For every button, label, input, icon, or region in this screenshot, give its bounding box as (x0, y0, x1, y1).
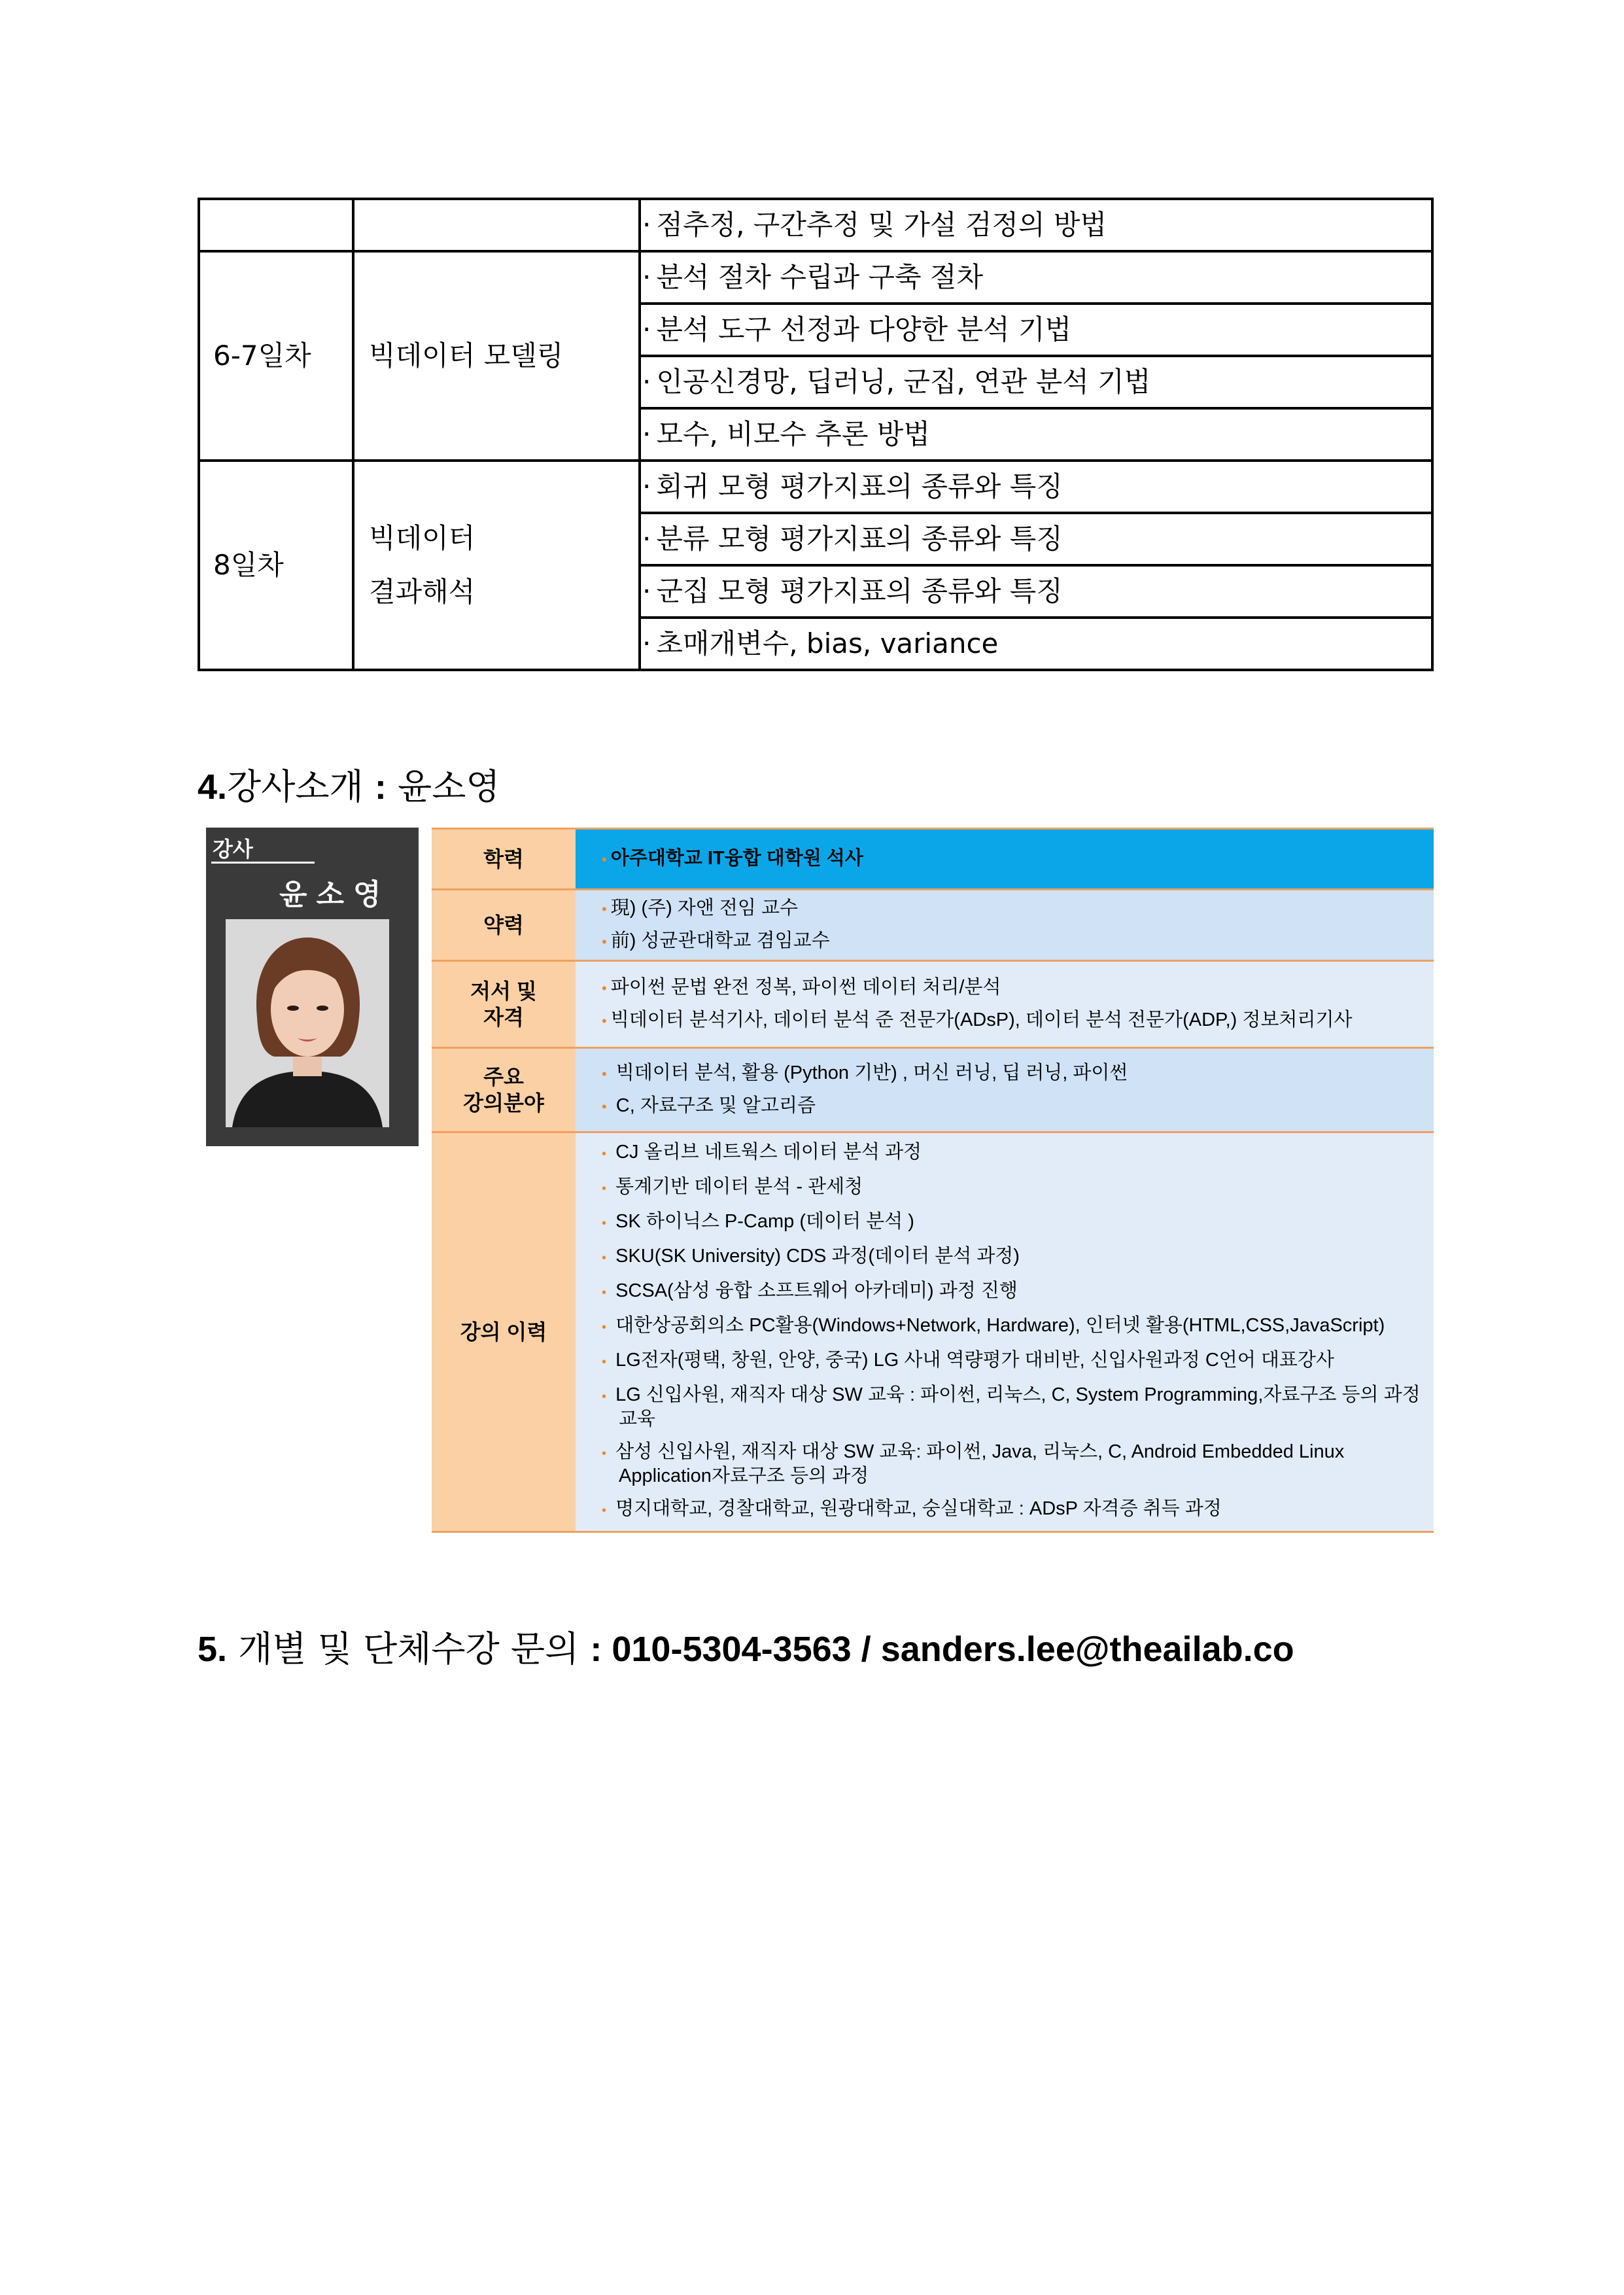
list-item: • CJ 올리브 네트웍스 데이터 분석 과정 (602, 1142, 922, 1163)
table-row (432, 829, 1434, 890)
topic-cell: 빅데이터 모델링 (353, 251, 640, 461)
topic-cell (353, 199, 640, 251)
career-label: 약력 (432, 890, 576, 961)
table-row (432, 1048, 1434, 1132)
list-item: • 빅데이터 분석, 활용 (Python 기반) , 머신 러닝, 딥 러닝, 파이썬 (602, 1062, 1128, 1083)
day-cell: 6-7일차 (199, 251, 353, 461)
card-label: 강사 (213, 837, 253, 862)
curriculum-item: · 분석 도구 선정과 다양한 분석 기법 (640, 304, 1432, 356)
career-value (576, 890, 1434, 961)
list-item: • LG전자(평택, 창원, 안양, 중국) LG 사내 역량평가 대비반, 신입사원과정 C언어 대표강사 (602, 1350, 1334, 1371)
list-item: • 대한상공회의소 PC활용(Windows+Network, Hardware), 인터넷 활용(HTML,CSS,JavaScript) (602, 1315, 1385, 1336)
table-row (199, 461, 1432, 513)
curriculum-item: · 모수, 비모수 추론 방법 (640, 408, 1432, 461)
list-item: • 명지대학교, 경찰대학교, 원광대학교, 숭실대학교 : ADsP 자격증 취득 과정 (602, 1498, 1222, 1519)
portrait-image (226, 919, 389, 1127)
instructor-photo (226, 919, 389, 1127)
day-cell (199, 199, 353, 251)
fields-label: 주요 강의분야 (432, 1048, 576, 1132)
card-underline (211, 862, 315, 864)
table-row (432, 961, 1434, 1048)
table-row (432, 890, 1434, 961)
list-item: • 아주대학교 IT융합 대학원 석사 (602, 848, 863, 869)
fields-value (576, 1048, 1434, 1132)
list-item: • SCSA(삼성 융합 소프트웨어 아카데미) 과정 진행 (602, 1280, 1018, 1301)
topic-cell: 빅데이터 결과해석 (353, 461, 640, 670)
instructor-name: 윤소영 (279, 878, 390, 911)
curriculum-item: · 분석 절차 수립과 구축 절차 (640, 251, 1432, 304)
education-label: 학력 (432, 829, 576, 890)
table-row (432, 1132, 1434, 1532)
list-item: • LG 신입사원, 재직자 대상 SW 교육 : 파이썬, 리눅스, C, System Programming,자료구조 등의 과정 교육 (602, 1384, 1421, 1429)
day-cell: 8일차 (199, 461, 353, 670)
history-label: 강의 이력 (432, 1132, 576, 1532)
profile-table (432, 828, 1434, 1533)
list-item: • SKU(SK University) CDS 과정(데이터 분석 과정) (602, 1246, 1020, 1267)
list-item: • 삼성 신입사원, 재직자 대상 SW 교육: 파이썬, Java, 리눅스, C, Android Embedded Linux Application자료구조 등의 과정 (602, 1441, 1345, 1486)
books-value (576, 961, 1434, 1048)
curriculum-item: · 군집 모형 평가지표의 종류와 특징 (640, 565, 1432, 618)
history-value (576, 1132, 1434, 1532)
curriculum-item: · 분류 모형 평가지표의 종류와 특징 (640, 513, 1432, 565)
list-item: • 통계기반 데이터 분석 - 관세청 (602, 1176, 863, 1197)
list-item: • SK 하이닉스 P-Camp (데이터 분석 ) (602, 1211, 914, 1232)
curriculum-item: · 초매개변수, bias, variance (640, 618, 1432, 670)
list-item: • 前) 성균관대학교 겸임교수 (602, 930, 830, 951)
table-row (199, 199, 1432, 251)
books-label: 저서 및 자격 (432, 961, 576, 1048)
section-heading-instructor: 4.강사소개 : 윤소영 (198, 766, 500, 807)
curriculum-item: · 회귀 모형 평가지표의 종류와 특징 (640, 461, 1432, 513)
instructor-card (206, 828, 419, 1146)
education-value (576, 829, 1434, 890)
curriculum-item: · 인공신경망, 딥러닝, 군집, 연관 분석 기법 (640, 356, 1432, 408)
list-item: • C, 자료구조 및 알고리즘 (602, 1095, 816, 1116)
table-row (199, 251, 1432, 304)
list-item: • 파이썬 문법 완전 정복, 파이썬 데이터 처리/분석 (602, 977, 1001, 998)
curriculum-table (198, 198, 1434, 671)
curriculum-item: · 점추정, 구간추정 및 가설 검정의 방법 (640, 199, 1432, 251)
list-item: • 빅데이터 분석기사, 데이터 분석 준 전문가(ADsP), 데이터 분석 전문가(ADP,) 정보처리기사 (602, 1009, 1353, 1030)
section-heading-contact: 5. 개별 및 단체수강 문의 : 010-5304-3563 / sanders.lee@theailab.co (198, 1628, 1294, 1670)
list-item: • 現) (주) 자앤 전임 교수 (602, 898, 799, 919)
